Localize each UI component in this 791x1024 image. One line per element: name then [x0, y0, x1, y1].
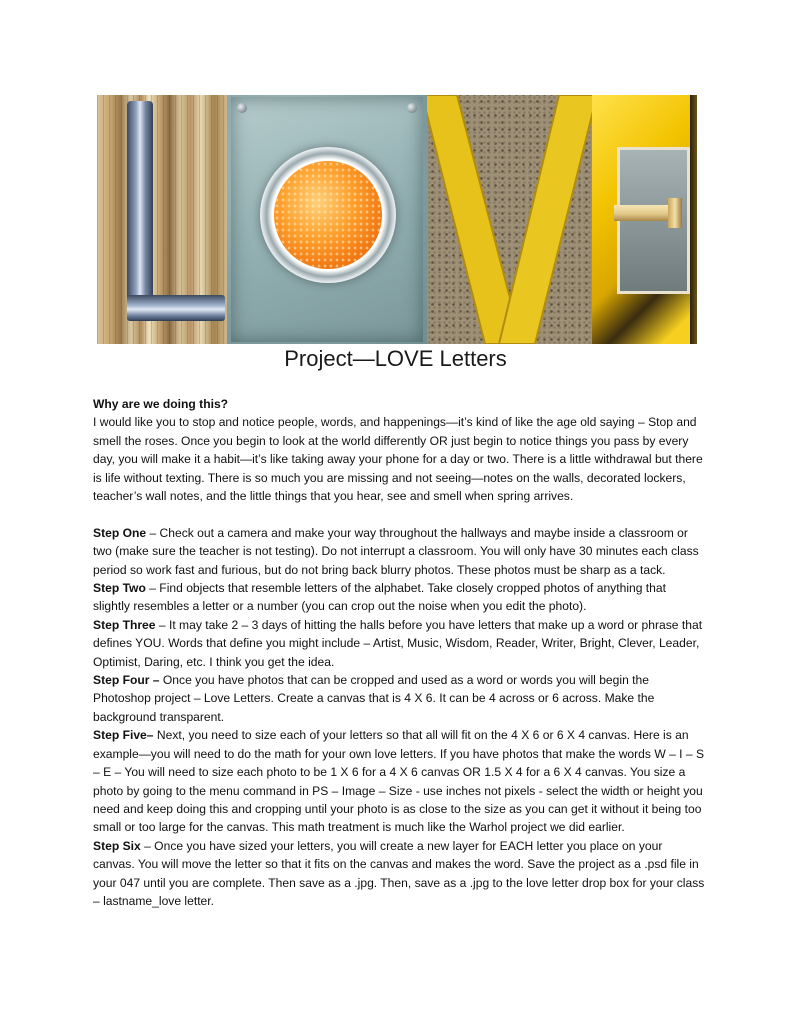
rivet-icon — [407, 103, 417, 113]
step-one-label: Step One — [93, 525, 147, 540]
step-two-text: – Find objects that resemble letters of the alphabet. Take closely cropped photos of anything that slightly resembles a letter or a number (you can crop out the noise when you edit the photo). — [93, 581, 666, 614]
step-three-label: Step Three — [93, 617, 156, 632]
step-four-label: Step Four – — [93, 673, 160, 688]
step-one — [93, 524, 705, 579]
metal-bracket — [127, 295, 225, 321]
step-six — [93, 837, 705, 911]
why-paragraph: I would like you to stop and notice people, words, and happenings—it’s kind of like the age old saying – Stop and smell the roses. Once you begin to look at the world differently OR just begin to notice things you pass by every day, you will make it a habit—it’s like taking away your phone for a day or two. There is a little withdrawal but there is life without texting. There is so much you are missing and not seeing—notes on the walls, decorated lockers, teacher’s wall notes, and the little things that you hear, see and smell when spring arrives. — [93, 415, 703, 504]
latch-knob — [668, 198, 682, 228]
why-heading: Why are we doing this? — [93, 397, 229, 411]
document-body — [93, 395, 705, 910]
step-six-label: Step Six — [93, 838, 141, 853]
love-letters-banner — [97, 95, 697, 344]
step-one-text: – Check out a camera and make your way throughout the hallways and maybe inside a classroom or two (make sure the teacher is not testing). Do not interrupt a classroom. You will only have 30 minutes each class period so work fast and furious, but do not bring back blurry photos. These photos must be sharp as a tack. — [93, 525, 699, 577]
step-two — [93, 579, 705, 616]
step-three — [93, 616, 705, 671]
step-four-text: Once you have photos that can be cropped and used as a word or words you will begin the Photoshop project – Love Letters. Create a canvas that is 4 X 6. It can be 4 across or 6 across. Make the background transparent. — [93, 673, 655, 724]
step-four — [93, 671, 705, 726]
step-two-label: Step Two — [93, 581, 146, 596]
paragraph-gap — [93, 505, 705, 523]
letter-o-photo — [227, 95, 427, 344]
latch-bar — [614, 205, 676, 221]
step-six-text: – Once you have sized your letters, you will create a new layer for EACH letter you place on your canvas. You will move the letter so that it fits on the canvas and makes the word. Save the project as a .psd file in your 047 until you are complete. Then save as a .jpg. Then, save as a .jpg to the love letter drop box for your class – lastname_love letter. — [93, 838, 705, 908]
page-title: Project—LOVE Letters — [284, 346, 507, 371]
letter-e-photo — [592, 95, 697, 344]
letter-l-photo — [97, 95, 227, 344]
metal-post — [127, 101, 153, 321]
reflector-texture — [274, 161, 382, 269]
step-five-label: Step Five– — [93, 728, 154, 743]
yellow-road-stripes — [427, 95, 592, 344]
rivet-icon — [237, 103, 247, 113]
step-three-text: – It may take 2 – 3 days of hitting the halls before you have letters that make up a word or phrase that defines YOU. Words that define you might include – Artist, Music, Wisdom, Reader, Writer, Bright, Clever, Leader, Optimist, Daring, etc. I think you get the idea. — [93, 617, 703, 669]
step-five-text: Next, you need to size each of your letters so that all will fit on the 4 X 6 or 6 X 4 canvas. Here is an example—you will need to do the math for your own love letters. If you have photos that make the words W – I – S – E – You will need to size each photo to be 1 X 6 for a 4 X 6 canvas OR 1.5 X 4 for a 6 X 4 canvas. You size a photo by going to the menu command in PS – Image – Size - use inches not pixels - select the width or height you need and keep doing this and cropping until your photo is as close to the size as you can get it without it being too small or too large for the canvas. This math treatment is much like the Warhol project we did earlier. — [93, 728, 705, 835]
step-five — [93, 726, 705, 836]
letter-v-photo — [427, 95, 592, 344]
frame-edge — [690, 95, 697, 344]
